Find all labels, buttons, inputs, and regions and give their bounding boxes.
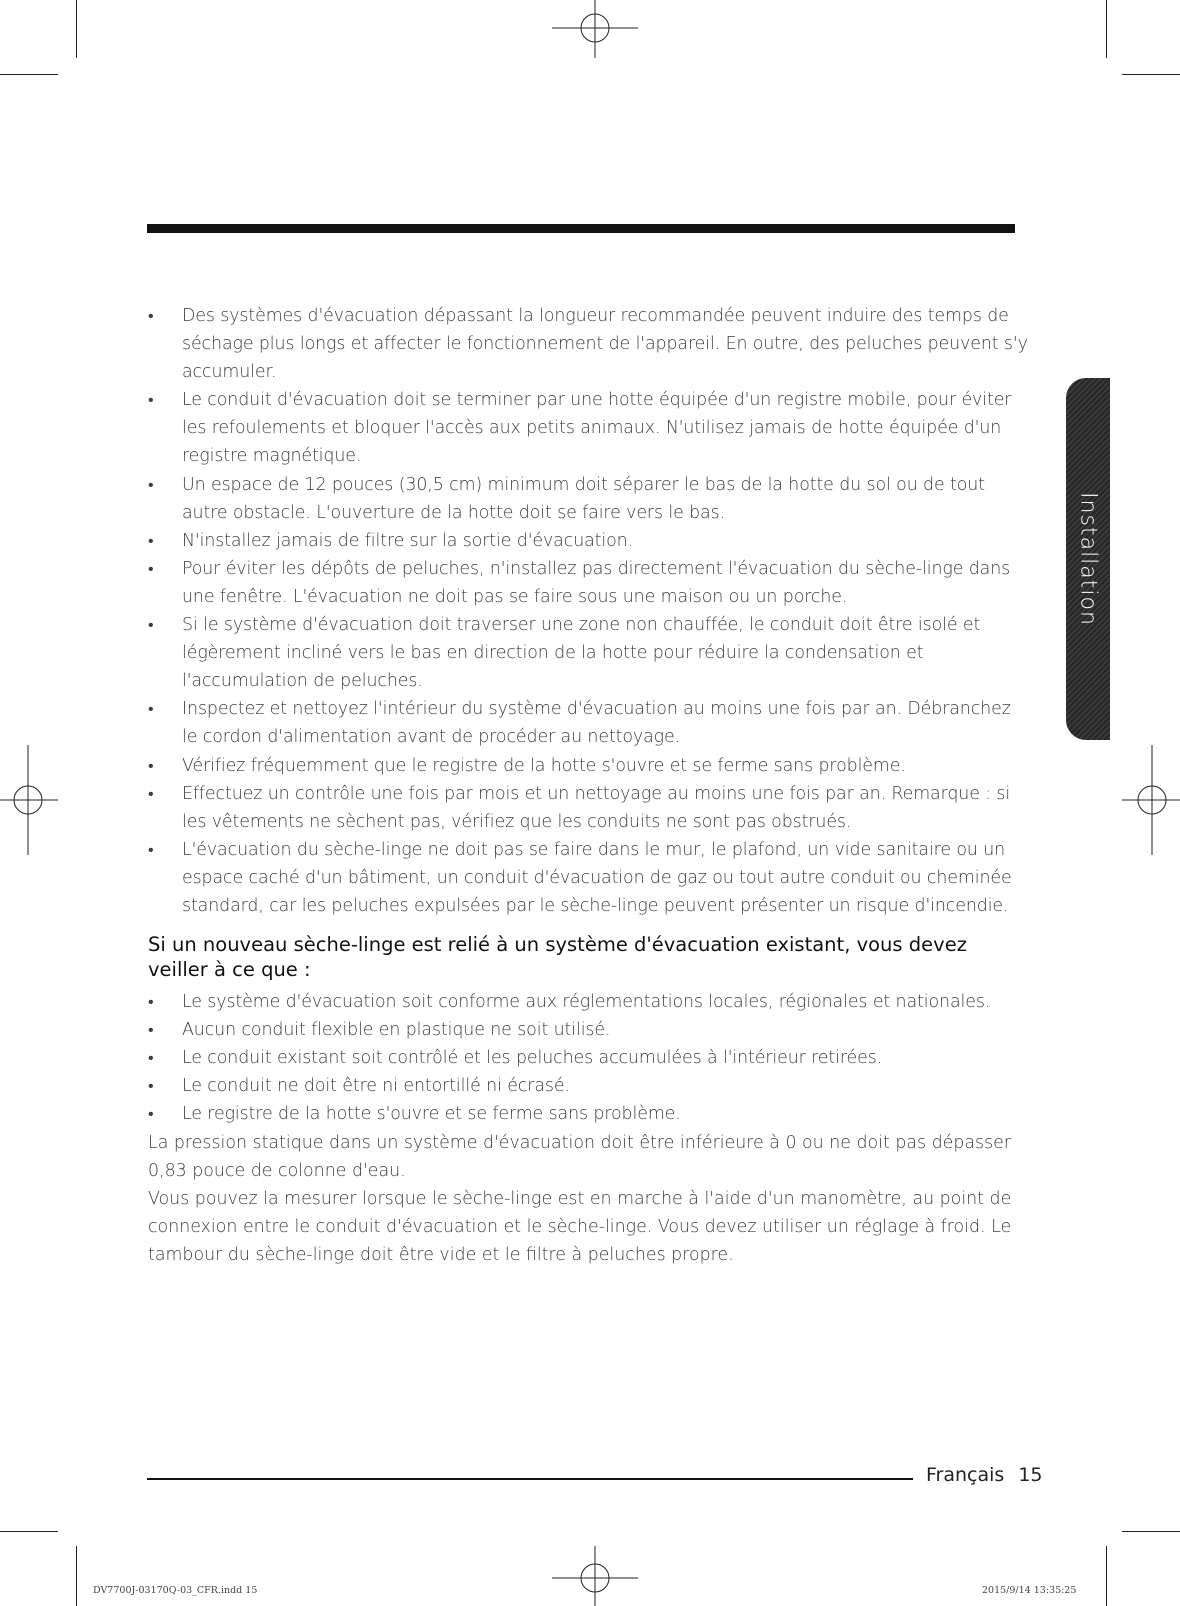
list-item: • Inspectez et nettoyez l'intérieur du système d'évacuation au moins une fois par an. Débranchez le cordon d'alimentation avant de procéder au nettoyage. — [148, 695, 1028, 751]
list-item: • Si le système d'évacuation doit traverser une zone non chauffée, le conduit doit être isolé et légèrement incliné vers le bas en direction de la hotte pour réduire la condensation et l'accumulation de peluches. — [148, 611, 1028, 695]
list-item: • Le registre de la hotte s'ouvre et se ferme sans problème. — [148, 1100, 1028, 1128]
header-rule — [147, 224, 1015, 233]
bullet-list-bottom — [148, 988, 1028, 1128]
list-item: • Effectuez un contrôle une fois par mois et un nettoyage au moins une fois par an. Remarque : si les vêtements ne sèchent pas, vérifiez que les conduits ne sont pas obstrués. — [148, 780, 1028, 836]
list-item: • Le conduit existant soit contrôlé et les peluches accumulées à l'intérieur retirées. — [148, 1044, 1028, 1072]
list-item: • Vérifiez fréquemment que le registre de la hotte s'ouvre et se ferme sans problème. — [148, 752, 1028, 780]
page-footer — [926, 1464, 1043, 1486]
bullet-list-top — [148, 302, 1028, 920]
section-heading: Si un nouveau sèche-linge est relié à un système d'évacuation existant, vous devez veiller à ce que : — [148, 933, 967, 982]
list-item: • Le système d'évacuation soit conforme aux réglementations locales, régionales et nationales. — [148, 988, 1028, 1016]
print-slug-filename: DV7700J-03170Q-03_CFR.indd 15 — [93, 1585, 258, 1596]
list-item: • Le conduit d'évacuation doit se terminer par une hotte équipée d'un registre mobile, pour éviter les refoulements et bloquer l'accès aux petits animaux. N'utilisez jamais de hotte équipée d'un registre magnétique. — [148, 386, 1028, 470]
list-item: • L'évacuation du sèche-linge ne doit pas se faire dans le mur, le plafond, un vide sanitaire ou un espace caché d'un bâtiment, un conduit d'évacuation de gaz ou tout autre conduit ou cheminée standard, car les peluches expulsées par le sèche-linge peuvent présenter un risque d'incendie. — [148, 836, 1028, 920]
paragraph-measure: Vous pouvez la mesurer lorsque le sèche-linge est en marche à l'aide d'un manomètre, au point de connexion entre le conduit d'évacuation et le sèche-linge. Vous devez utiliser un réglage à froid. Le tambour du sèche-linge doit être vide et le filtre à peluches propre. — [148, 1188, 1012, 1265]
page-number: 15 — [1018, 1464, 1043, 1486]
list-item: • Pour éviter les dépôts de peluches, n'installez pas directement l'évacuation du sèche-linge dans une fenêtre. L'évacuation ne doit pas se faire sous une maison ou un porche. — [148, 555, 1028, 611]
list-item: • Aucun conduit flexible en plastique ne soit utilisé. — [148, 1016, 1028, 1044]
crop-mark — [76, 1546, 77, 1606]
registration-mark-bottom — [540, 1546, 650, 1606]
paragraph-pressure: La pression statique dans un système d'évacuation doit être inférieure à 0 ou ne doit pas dépasser 0,83 pouce de colonne d'eau. — [148, 1132, 1012, 1181]
print-slug-timestamp: 2015/9/14 13:35:25 — [982, 1585, 1077, 1596]
crop-mark — [1122, 74, 1180, 75]
crop-mark — [0, 1531, 58, 1532]
footer-rule — [147, 1478, 913, 1480]
crop-mark — [76, 0, 77, 58]
registration-mark-right — [1120, 745, 1180, 855]
crop-mark — [1122, 1531, 1180, 1532]
crop-mark — [1106, 0, 1107, 58]
list-item: • Un espace de 12 pouces (30,5 cm) minimum doit séparer le bas de la hotte du sol ou de tout autre obstacle. L'ouverture de la hotte doit se faire vers le bas. — [148, 471, 1028, 527]
section-side-tab — [1066, 378, 1110, 740]
crop-mark — [0, 74, 58, 75]
list-item: • Des systèmes d'évacuation dépassant la longueur recommandée peuvent induire des temps de séchage plus longs et affecter le fonctionnement de l'appareil. En outre, des peluches peuvent s'y accumuler. — [148, 302, 1028, 386]
section-tab-label: Installation — [1075, 492, 1101, 626]
registration-mark-top — [540, 0, 650, 60]
footer-language: Français — [926, 1464, 1005, 1486]
registration-mark-left — [0, 745, 60, 855]
list-item: • N'installez jamais de filtre sur la sortie d'évacuation. — [148, 527, 1028, 555]
crop-mark — [1106, 1546, 1107, 1606]
list-item: • Le conduit ne doit être ni entortillé ni écrasé. — [148, 1072, 1028, 1100]
main-content — [148, 302, 1028, 1269]
